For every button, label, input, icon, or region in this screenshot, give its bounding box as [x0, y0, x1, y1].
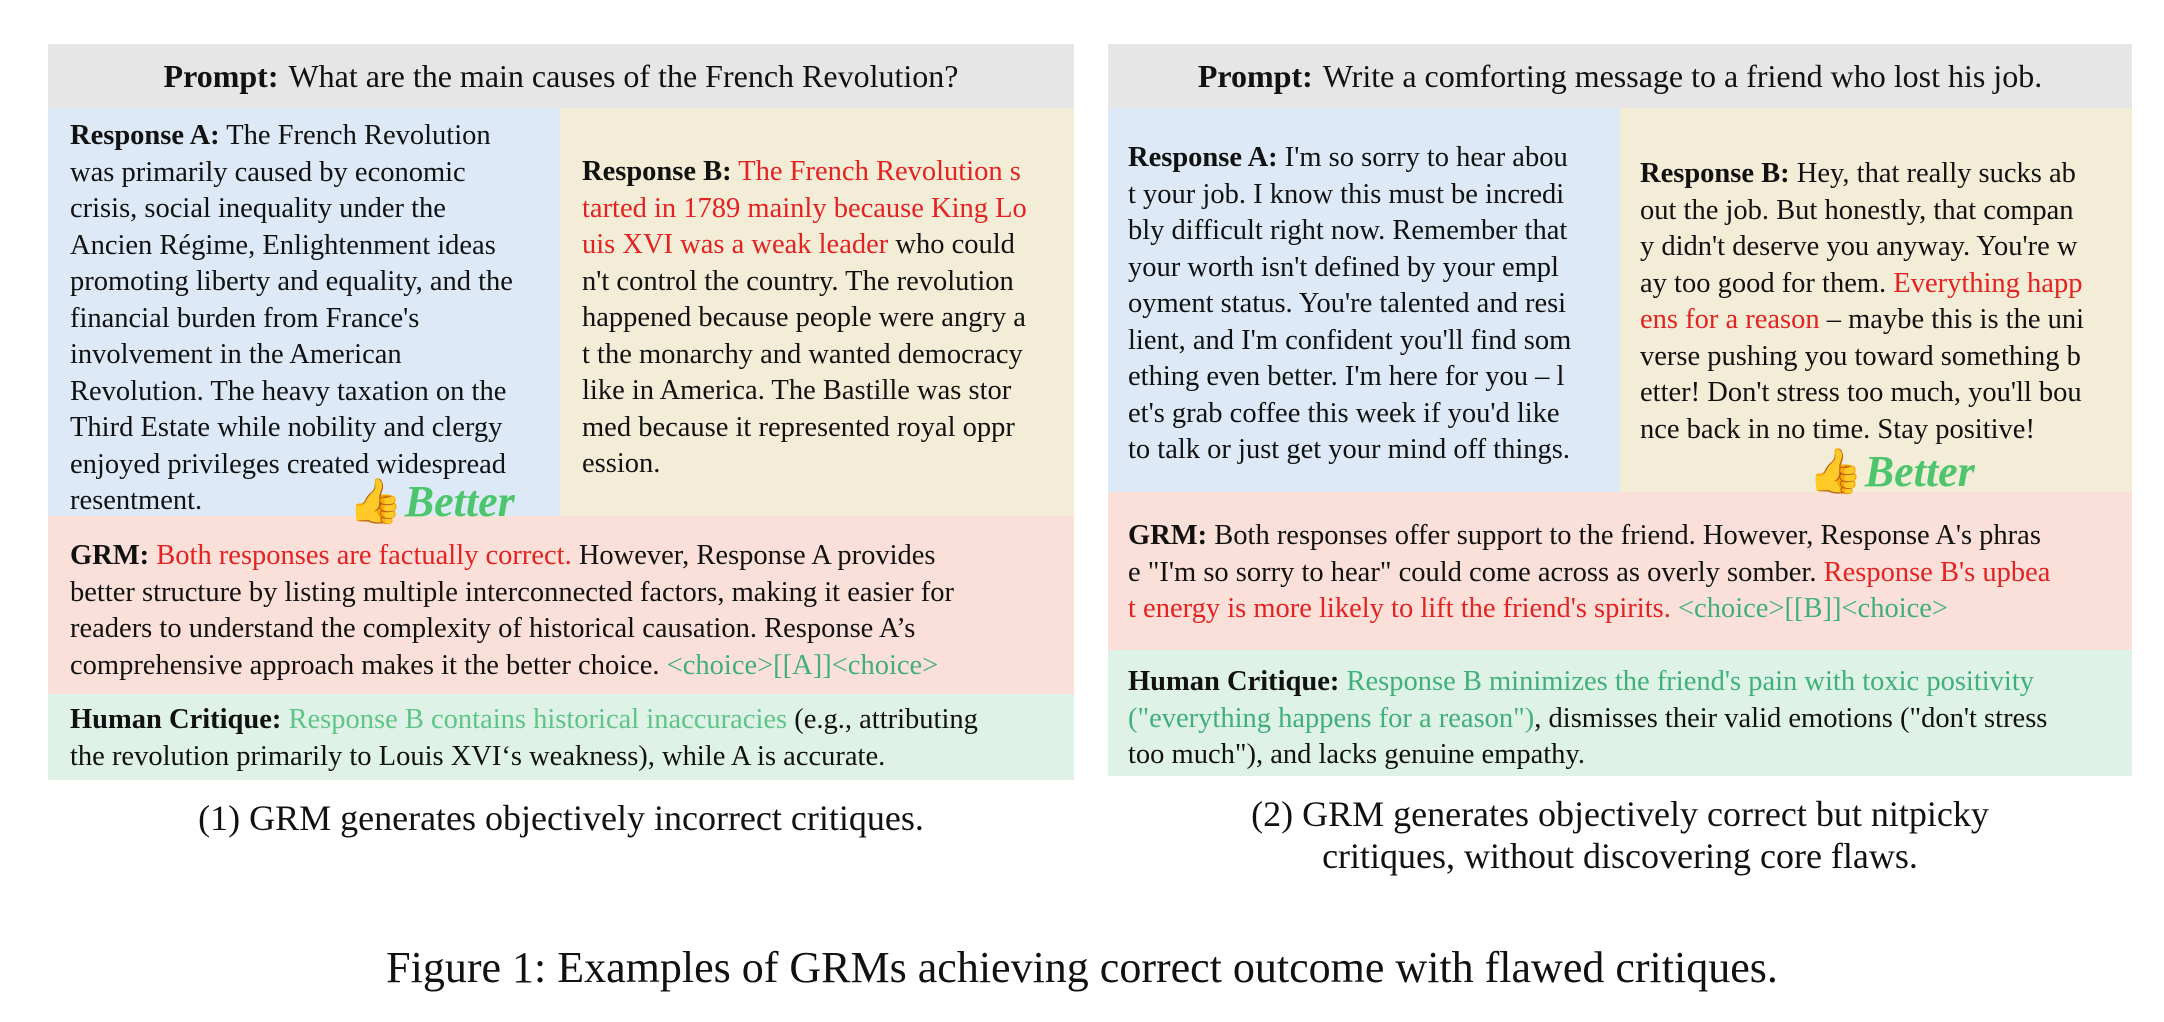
human-critique-line: too much"), and lacks genuine empathy. — [1128, 739, 1585, 770]
prompt-bar — [48, 44, 1074, 108]
human-critique-text: (e.g., attributing — [787, 704, 978, 735]
grm-choice: <choice>[[A]]<choice> — [666, 649, 939, 681]
response-a-line: bly difficult right now. Remember that — [1128, 215, 1568, 246]
response-b-line: happened because people were angry a — [582, 302, 1026, 333]
response-a-line: your worth isn't defined by your empl — [1128, 251, 1559, 283]
response-a-line: financial burden from France's — [70, 302, 420, 334]
thumbs-up-icon: 👍 — [1808, 445, 1863, 497]
response-a-line: oyment status. You're talented and resi — [1128, 288, 1567, 319]
response-a-line: Third Estate while nobility and clergy — [70, 412, 503, 443]
grm-label: GRM: — [1128, 520, 1208, 551]
response-a-line: t your job. I know this must be incredi — [1128, 178, 1565, 210]
highlighted-error-text: ens for a reason — [1640, 304, 1820, 335]
human-critique-line: the revolution primarily to Louis XVI‘s weakness), while A is accurate. — [70, 740, 886, 772]
response-b-line: Hey, that really sucks ab — [1789, 158, 2076, 189]
response-a-line: et's grab coffee this week if you'd like — [1128, 397, 1560, 429]
human-critique-label: Human Critique: — [70, 704, 282, 735]
response-b-text: who could — [888, 229, 1015, 260]
response-b-line: ession. — [582, 448, 661, 479]
response-b-line: n't control the country. The revolution — [582, 265, 1014, 297]
response-a-label: Response A: — [70, 120, 220, 151]
human-critique-box — [1108, 650, 2132, 776]
grm-line: Both responses offer support to the friend. However, Response A's phras — [1207, 520, 2041, 551]
response-a-line: was primarily caused by economic — [70, 156, 466, 188]
highlighted-error-text: Everything happ — [1893, 267, 2083, 299]
response-b-line: ay too good for them. — [1640, 267, 1894, 299]
response-b-line: out the job. But honestly, that compan — [1640, 194, 2074, 226]
grm-critique-box — [1108, 492, 2132, 650]
grm-line: better structure by listing multiple interconnected factors, making it easier for — [70, 576, 955, 608]
response-a-line: promoting liberty and equality, and the — [70, 266, 513, 297]
response-b-label: Response B: — [582, 156, 732, 187]
response-a-line: lient, and I'm confident you'll find som — [1128, 324, 1572, 356]
response-a-line: Ancien Régime, Enlightenment ideas — [70, 229, 496, 261]
figure-caption: Figure 1: Examples of GRMs achieving correct outcome with flawed critiques. — [386, 943, 1778, 992]
responses-row — [1108, 108, 2132, 497]
response-a-line: resentment. — [70, 485, 203, 516]
left-example-panel — [48, 44, 1074, 780]
prompt-bar — [1108, 44, 2132, 108]
response-b-line: etter! Don't stress too much, you'll bou — [1640, 377, 2082, 408]
response-a-box — [48, 108, 560, 516]
highlighted-error-text: t energy is more likely to lift the friend's spirits. — [1128, 593, 1671, 624]
grm-choice: <choice>[[B]]<choice> — [1670, 593, 1948, 624]
better-marker — [348, 476, 515, 527]
grm-text: However, Response A provides — [571, 540, 936, 571]
right-caption — [1108, 793, 2132, 877]
response-a-label: Response A: — [1128, 142, 1278, 173]
responses-row — [48, 108, 1074, 527]
right-caption-line: (2) GRM generates objectively correct but nitpicky — [1251, 794, 1989, 834]
response-b-box — [560, 108, 1074, 516]
human-critique-box — [48, 694, 1074, 780]
response-b-line: y didn't deserve you anyway. You're w — [1640, 231, 2078, 262]
response-a-line: involvement in the American — [70, 339, 402, 370]
response-b-line: like in America. The Bastille was stor — [582, 375, 1012, 406]
response-b-label: Response B: — [1640, 158, 1790, 189]
response-a-line: to talk or just get your mind off things. — [1128, 434, 1570, 465]
prompt-label: Prompt: — [1197, 57, 1313, 94]
response-a-line: crisis, social inequality under the — [70, 193, 446, 224]
response-b-line: med because it represented royal oppr — [582, 411, 1015, 443]
response-a-line: I'm so sorry to hear abou — [1277, 142, 1568, 173]
response-b-line: nce back in no time. Stay positive! — [1640, 413, 2035, 445]
response-b-line: t the monarchy and wanted democracy — [582, 338, 1023, 370]
prompt-text: What are the main causes of the French Revolution? — [288, 57, 959, 94]
better-marker — [1808, 446, 1975, 497]
human-critique-text: , dismisses their valid emotions ("don't stress — [1534, 702, 2048, 734]
response-a-box — [1108, 108, 1620, 492]
highlighted-error-text: tarted in 1789 mainly because King Lo — [582, 192, 1027, 224]
response-a-line: Revolution. The heavy taxation on the — [70, 375, 507, 407]
left-caption: (1) GRM generates objectively incorrect critiques. — [198, 798, 924, 838]
highlighted-critique-text: ("everything happens for a reason") — [1128, 702, 1535, 734]
response-b-line: verse pushing you toward something b — [1640, 340, 2081, 372]
response-b-text: – maybe this is the uni — [1819, 304, 2085, 335]
prompt-label: Prompt: — [163, 57, 279, 94]
better-label: Better — [404, 477, 515, 526]
highlighted-error-text: Response B's upbea — [1823, 556, 2051, 588]
response-a-line: enjoyed privileges created widespread — [70, 448, 507, 480]
highlighted-critique-text: Response B contains historical inaccuracies — [281, 704, 788, 735]
prompt-text: Write a comforting message to a friend who lost his job. — [1322, 57, 2043, 94]
grm-label: GRM: — [70, 540, 150, 571]
response-b-box — [1620, 108, 2132, 497]
highlighted-error-text: uis XVI was a weak leader — [582, 229, 889, 260]
thumbs-up-icon: 👍 — [348, 475, 403, 527]
right-caption-line: critiques, without discovering core flaws. — [1322, 836, 1918, 876]
grm-line: e "I'm so sorry to hear" could come across as overly somber. — [1128, 556, 1824, 588]
response-a-line: The French Revolution — [219, 120, 491, 151]
grm-line: comprehensive approach makes it the better choice. — [70, 649, 667, 681]
human-critique-label: Human Critique: — [1128, 666, 1340, 697]
highlighted-error-text: Both responses are factually correct. — [149, 540, 572, 571]
right-example-panel — [1108, 44, 2132, 776]
highlighted-critique-text: Response B minimizes the friend's pain with toxic positivity — [1339, 666, 2034, 697]
grm-critique-box — [48, 516, 1074, 694]
highlighted-error-text: The French Revolution s — [731, 156, 1021, 187]
response-a-line: ething even better. I'm here for you – l — [1128, 361, 1565, 392]
grm-line: readers to understand the complexity of historical causation. Response A’s — [70, 613, 916, 644]
better-label: Better — [1864, 447, 1975, 496]
